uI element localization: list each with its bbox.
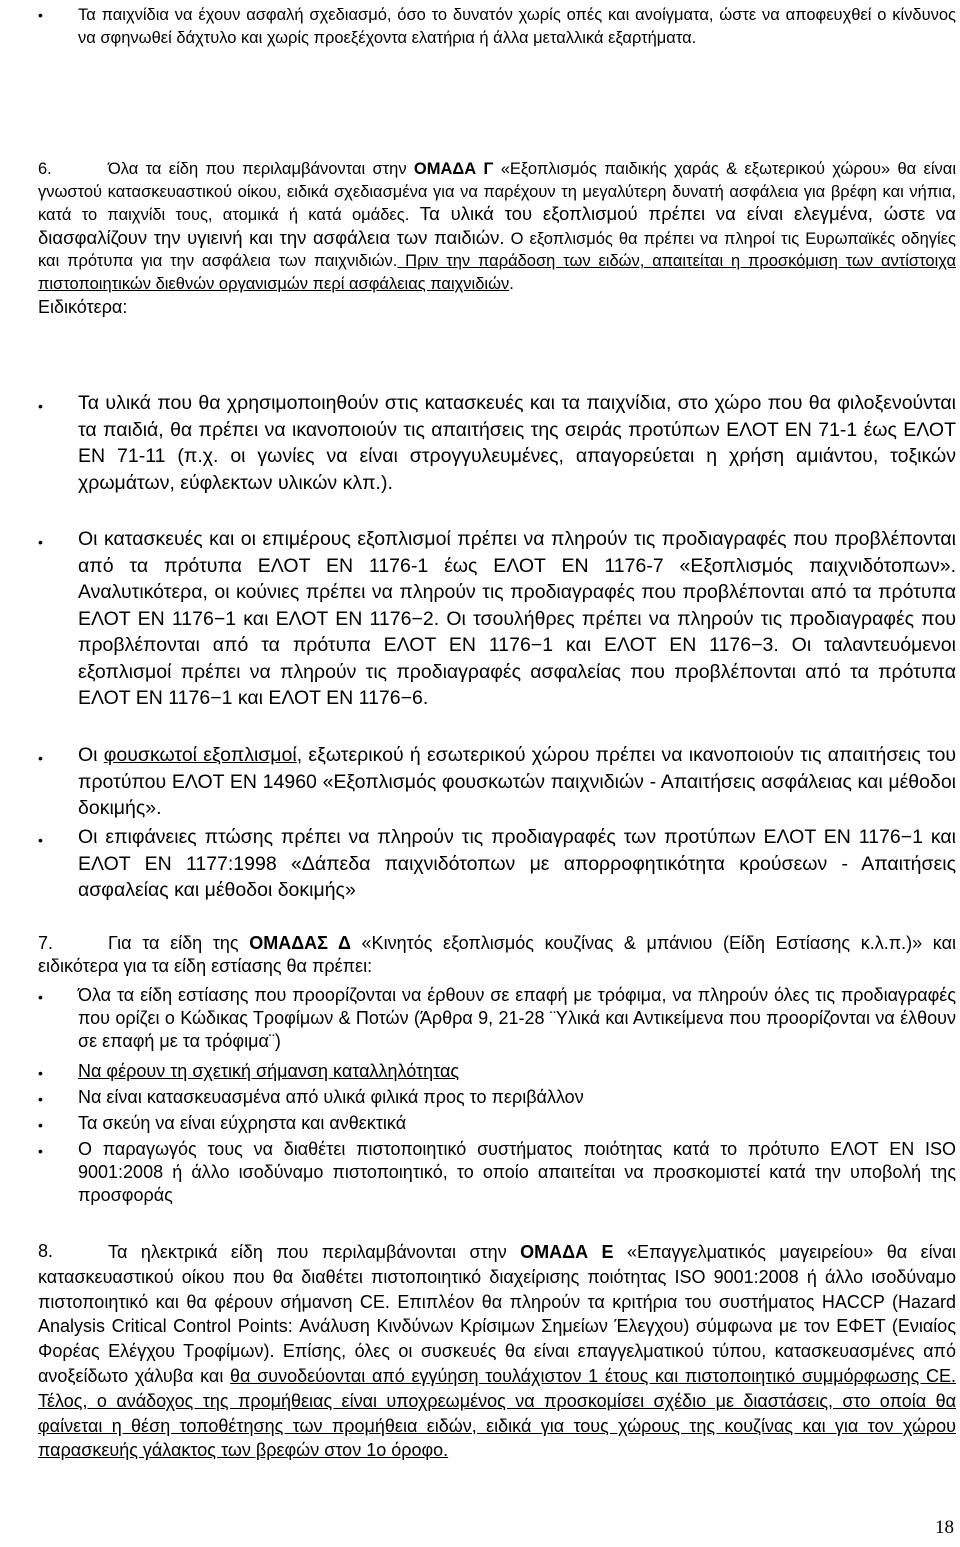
section-8-group: ΟΜΑΔΑ Ε [520, 1242, 614, 1262]
bullet-icon: • [38, 989, 43, 1005]
section-7-bullet-1 [38, 984, 956, 1053]
section-6-intro-start: Όλα τα είδη που περιλαμβάνονται στην [108, 160, 414, 178]
section-7-bullet-3 [38, 1086, 956, 1109]
section-7-bullet-1-text: Όλα τα είδη εστίασης που προορίζονται να έρθουν σε επαφή με τρόφιμα, να πληρούν όλες τις προδιαγραφές που ορίζει ο Κώδικας Τροφίμων & Ποτών (Άρθρα 9, 21-28 ¨Υλικά και Αντικείμενα που προορίζονται να έλθουν σε επαφή με τα τρόφιμα¨) [78, 985, 956, 1051]
section-8-drawings: Τέλος, ο ανάδοχος της προμήθειας είναι υποχρεωμένος να προσκομίσει σχέδιο με διαστάσεις, στο οποία θα φαίνεται η θέση τοποθέτησης των προμήθεια ειδών, ειδικά για τους χώρους της κουζίνας και για τον χώρου παρασκευής γάλακτος των βρεφών στον 1ο όροφο. [38, 1390, 956, 1461]
section-8-intro-end: «Επαγγελματικός μαγειρείου» θα είναι κατασκευαστικού οίκου που θα διαθέτει πιστοποιητικό διαχείρισης ποιότητας ISO 9001:2008 ή άλλο ισοδύναμο πιστοποιητικό και θα φέρουν σήμανση CE. Επιπλέον θα πληρούν τα κριτήρια του συστήματος HACCP (Hazard Analysis Critical Control Points: Ανάλυση Κινδύνων Κρίσιμων Σημείων Έλεγχου) σύμφωνα με τον ΕΦΕΤ (Ενιαίος Φορέας Ελέγχου Τροφίμων). Επίσης, όλες οι συσκευές θα είναι επαγγελματικού τύπου, κατασκευασμένες από ανοξείδωτο χάλυβα και [38, 1242, 956, 1386]
section-6-bullet-1 [38, 390, 956, 496]
section-6-number: 6. [38, 160, 52, 178]
section-6-intro-end: «Εξοπλισμός παιδικής χαράς & εξωτερικού χώρου» θα είναι γνωστού κατασκευαστικού οίκου, ειδικά σχεδιασμένα για να παρέχουν τη μεγαλύτερη δυνατή ασφάλεια για βρέφη και νήπια, κατά το παιχνίδι τους, ατομικά ή κατά ομάδες. [38, 160, 956, 225]
bullet-icon: • [38, 534, 43, 550]
bullet-icon: • [38, 1143, 43, 1159]
top-bullet-text: Τα παιχνίδια να έχουν ασφαλή σχεδιασμό, όσο το δυνατόν χωρίς οπές και ανοίγματα, ώστε να αποφευχθεί ο κίνδυνος να σφηνωθεί δάχτυλο και χωρίς προεξέχοντα ελατήρια ή άλλα μεταλλικά εξαρτήματα. [78, 6, 956, 47]
labeling-requirement: Να φέρουν τη σχετική σήμανση καταλληλότητας [78, 1061, 460, 1081]
section-6-certificates: Πριν την παράδοση των ειδών, απαιτείται η προσκόμιση των αντίστοιχα πιστοποιητικών διεθνών οργανισμών περί ασφάλειας παιχνιδιών [38, 252, 956, 293]
section-6-group: ΟΜΑΔΑ Γ [413, 160, 494, 178]
bullet-icon: • [38, 1091, 43, 1107]
bullet-3-end: , εξωτερικού ή εσωτερικού χώρου πρέπει να ικανοποιούν τις απαιτήσεις του προτύπου ΕΛΟΤ ΕΝ 14960 «Εξοπλισμός φουσκωτών παιχνιδιών - Απαιτήσεις ασφάλειας και μέθοδοι δοκιμής». [78, 744, 957, 819]
section-6-bullet-3-text [78, 742, 956, 822]
section-7 [38, 932, 956, 978]
section-8-warranty: θα συνοδεύονται από εγγύηση τουλάχιστον 1 έτους και πιστοποιητικό συμμόρφωσης CE. [230, 1365, 957, 1386]
section-6-intro [38, 158, 956, 296]
section-6-period: . [509, 274, 514, 293]
section-8-body [38, 1240, 956, 1463]
section-6-specifically: Ειδικότερα: [38, 296, 128, 317]
section-6-bullet-4 [38, 824, 956, 904]
section-7-bullet-5-text: Ο παραγωγός τους να διαθέτει πιστοποιητικό συστήματος ποιότητας κατά το πρότυπο ΕΛΟΤ ΕΝ ISO 9001:2008 ή άλλο ισοδύναμο πιστοποιητικό, το οποίο απαιτείται να προσκομιστεί κατά την υποβολή της προσφοράς [78, 1139, 956, 1205]
section-6-materials: Τα υλικά του εξοπλισμού πρέπει να είναι ελεγμένα, ώστε να διασφαλίζουν την υγιεινή και την ασφάλεια των παιδιών. [38, 203, 956, 248]
section-7-bullet-4-text: Τα σκεύη να είναι εύχρηστα και ανθεκτικά [78, 1113, 407, 1133]
section-6-bullet-4-text: Οι επιφάνειες πτώσης πρέπει να πληρούν τις προδιαγραφές των προτύπων ΕΛΟΤ ΕΝ 1176−1 και ΕΛΟΤ ΕΝ 1177:1998 «Δάπεδα παιχνιδότοπων με απορροφητικότητα κρούσεων - Απαιτήσεις ασφαλείας και μέθοδοι δοκιμής» [78, 826, 956, 901]
bullet-icon: • [38, 1117, 43, 1133]
section-7-bullet-2 [38, 1060, 956, 1083]
section-7-intro-end: «Κινητός εξοπλισμός κουζίνας & μπάνιου (Είδη Εστίασης κ.λ.π.)» και ειδικότερα για τα είδη εστίασης θα πρέπει: [38, 933, 956, 976]
bullet-3-inflatables: φουσκωτοί εξοπλισμοί [103, 744, 297, 766]
section-7-bullet-2-text [78, 1060, 956, 1083]
bullet-3-start: Οι [78, 744, 104, 766]
bullet-icon: • [38, 7, 43, 23]
section-8 [38, 1240, 956, 1463]
section-8-number: 8. [38, 1241, 54, 1261]
section-6-directives: Ο εξοπλισμός θα πρέπει να πληροί τις Ευρωπαϊκές οδηγίες και πρότυπα για την ασφάλεια των παιχνιδιών. [38, 229, 956, 271]
section-7-intro [38, 932, 956, 978]
page-number: 18 [935, 1517, 954, 1538]
section-6-bullet-1-text: Τα υλικά που θα χρησιμοποιηθούν στις κατασκευές και τα παιχνίδια, στο χώρο που θα φιλοξενούνται τα παιδιά, θα πρέπει να ικανοποιούν τις απαιτήσεις της σειράς προτύπων ΕΛΟΤ ΕΝ 71-1 έως ΕΛΟΤ ΕΝ 71-11 (π.χ. οι γωνίες να είναι στρογγυλευμένες, απαγορεύεται η χρήση αμιάντου, τοξικών χρωμάτων, εύφλεκτων υλικών κλπ.). [78, 392, 956, 494]
section-6-bullet-3 [38, 742, 956, 822]
section-6-bullet-2-text: Οι κατασκευές και οι επιμέρους εξοπλισμοί πρέπει να πληρούν τις προδιαγραφές που προβλέπονται από τα πρότυπα ΕΛΟΤ ΕΝ 1176-1 έως ΕΛΟΤ ΕΝ 1176-7 «Εξοπλισμός παιχνιδότοπων». Αναλυτικότερα, οι κούνιες πρέπει να πληρούν τις προδιαγραφές που προβλέπονται από τα πρότυπα ΕΛΟΤ ΕΝ 1176−1 και ΕΛΟΤ ΕΝ 1176−2. Οι τσουλήθρες πρέπει να πληρούν τις προδιαγραφές που προβλέπονται από τα πρότυπα ΕΛΟΤ ΕΝ 1176−1 και ΕΛΟΤ ΕΝ 1176−3. Οι ταλαντευόμενοι εξοπλισμοί πρέπει να πληρούν τις προδιαγραφές ασφαλείας που προβλέπονται από τα πρότυπα ΕΛΟΤ ΕΝ 1176−1 και ΕΛΟΤ ΕΝ 1176−6. [78, 528, 956, 709]
section-7-bullet-4 [38, 1112, 956, 1135]
section-6 [38, 158, 956, 318]
section-7-group: ΟΜΑΔΑΣ Δ [249, 933, 351, 953]
section-6-bullet-2 [38, 526, 956, 712]
section-7-bullet-3-text: Να είναι κατασκευασμένα από υλικά φιλικά προς το περιβάλλον [78, 1087, 584, 1107]
bullet-icon: • [38, 398, 43, 414]
bullet-icon: • [38, 832, 43, 848]
bullet-icon: • [38, 1065, 43, 1081]
section-7-intro-start: Για τα είδη της [108, 933, 250, 953]
top-bullet-item [38, 4, 956, 49]
section-7-number: 7. [38, 933, 54, 953]
section-8-intro-start: Τα ηλεκτρικά είδη που περιλαμβάνονται στην [108, 1242, 521, 1262]
bullet-icon: • [38, 750, 43, 766]
section-7-bullet-5 [38, 1138, 956, 1207]
